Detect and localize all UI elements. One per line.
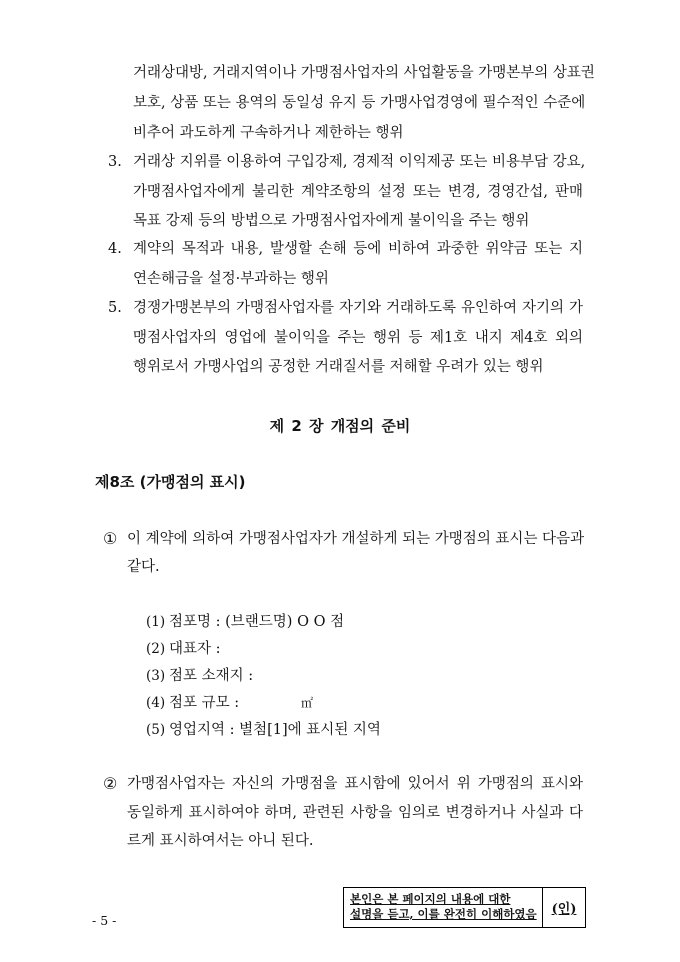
seal-box [543, 888, 585, 927]
text-line: 가맹점사업자는 자신의 가맹점을 표시함에 있어서 위 가맹점의 표시와 [127, 776, 583, 792]
chapter-title: 제 2 장 개점의 준비 [269, 417, 411, 435]
text-line: 이 계약에 의하여 가맹점사업자가 개설하게 되는 가맹점의 표시는 다음과 [127, 531, 585, 547]
text-line: 거래상 지위를 이용하여 구입강제, 경제적 이익제공 또는 비용부담 강요, [133, 154, 586, 170]
text-line: 가맹점사업자에게 불리한 계약조항의 설정 또는 변경, 경영간섭, 판매 [133, 184, 583, 200]
sub-item-number: (2) [146, 641, 166, 657]
text-line: 같다. [127, 559, 160, 575]
sub-item-number: (5) [146, 722, 166, 738]
seal-label: (인) [551, 902, 577, 917]
confirmation-box [343, 887, 586, 928]
list-number: 4. [108, 241, 122, 257]
text-line: 행위로서 가맹사업의 공정한 거래질서를 저해할 우려가 있는 행위 [133, 359, 544, 375]
text-line: 계약의 목적과 내용, 발생할 손해 등에 비하여 과중한 위약금 또는 지 [133, 241, 583, 257]
sub-item-text: 점포 소재지 : [169, 668, 254, 684]
list-number: 3. [108, 154, 122, 170]
text-line: 연손해금을 설정·부과하는 행위 [133, 271, 329, 287]
text-line: 르게 표시하여서는 아니 된다. [127, 833, 314, 849]
sub-item-text: 영업지역 : 별첨[1]에 표시된 지역 [169, 722, 381, 738]
unit-label: ㎡ [301, 696, 314, 710]
confirmation-text [344, 888, 543, 927]
paragraph-mark: ② [103, 774, 118, 793]
paragraph-mark: ① [103, 529, 118, 548]
sub-item-number: (1) [146, 614, 166, 630]
article-title: 제8조 (가맹점의 표시) [95, 473, 246, 491]
sub-item-number: (3) [146, 668, 166, 684]
text-line: 비추어 과도하게 구속하거나 제한하는 행위 [133, 125, 404, 141]
text-line: 거래상대방, 거래지역이나 가맹점사업자의 사업활동을 가맹본부의 상표권 [133, 65, 595, 81]
text-line: 목표 강제 등의 방법으로 가맹점사업자에게 불이익을 주는 행위 [133, 213, 530, 229]
sub-item-text: 점포명 : (브랜드명) O O 점 [169, 614, 345, 630]
sub-item-text: 점포 규모 : [169, 695, 240, 711]
list-number: 5. [108, 300, 122, 316]
sub-item-text: 대표자 : [169, 641, 221, 657]
confirmation-line: 본인은 본 페이지의 내용에 대한 [350, 892, 511, 906]
text-line: 맹점사업자의 영업에 불이익을 주는 행위 등 제1호 내지 제4호 외의 [133, 330, 583, 346]
sub-item-number: (4) [146, 695, 166, 711]
text-line: 동일하게 표시하여야 하며, 관련된 사항을 임의로 변경하거나 사실과 다 [127, 805, 583, 821]
page-number: - 5 - [92, 913, 117, 928]
text-line: 보호, 상품 또는 용역의 동일성 유지 등 가맹사업경영에 필수적인 수준에 [133, 95, 586, 111]
confirmation-line: 설명을 듣고, 이를 완전히 이해하였음 [350, 907, 537, 921]
text-line: 경쟁가맹본부의 가맹점사업자를 자기와 거래하도록 유인하여 자기의 가 [133, 300, 583, 316]
